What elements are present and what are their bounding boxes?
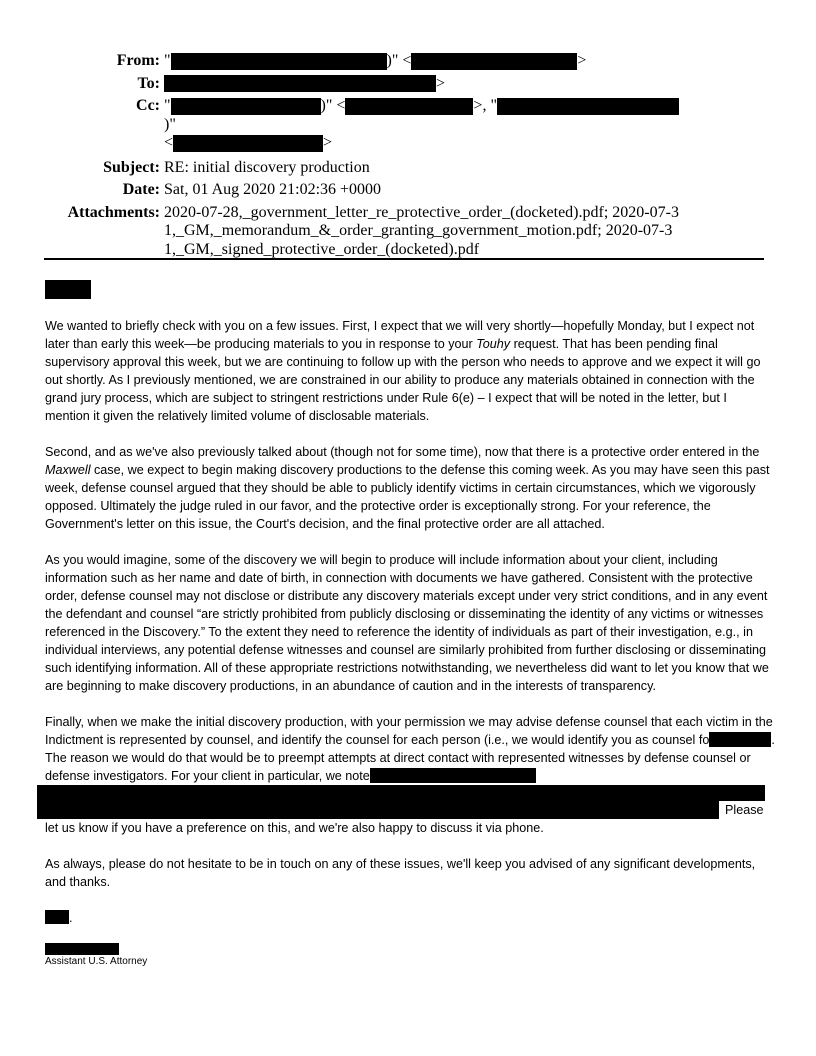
from-label: From: (116, 52, 160, 69)
attachments-label: Attachments: (67, 203, 160, 221)
redaction (171, 53, 387, 70)
subject-row (0, 159, 816, 178)
paragraph-text: request. That has been pending final supervisory approval this week, but we are continuing to follow up with the person who needs to approve and we expect it will go out shortly. As I previously mentioned, we are constrained in our ability to produce any materials obtained in connection with the grand jury process, which are subject to stringent restrictions under Rule 6(e) – I expect that will be noted in the letter, but I mention it given the relatively limited volume of disclosable materials. (45, 337, 761, 423)
paragraph-emphasis: Touhy (476, 337, 511, 351)
redaction (709, 732, 771, 747)
paragraph-emphasis: Maxwell (45, 463, 91, 477)
to-value: > (164, 75, 684, 94)
attachments-value[interactable]: 2020-07-28,_government_letter_re_protective_order_(docketed).pdf; 2020-07-31,_GM,_memorandum_&_order_granting_government_motion.pdf; 2020-07-31,_GM,_signed_protective_order_(docketed).pdf (164, 203, 679, 258)
paragraph-text: Please (725, 803, 764, 817)
signature-name-redaction (45, 910, 69, 924)
redaction (497, 98, 679, 115)
redaction (411, 53, 577, 70)
from-row (0, 52, 816, 71)
cc-value: " )" < >, ")" < > (164, 97, 684, 153)
date-row (0, 181, 816, 200)
subject-label: Subject: (103, 158, 160, 176)
paragraph-closing: As always, please do not hesitate to be in touch on any of these issues, we'll keep you advised of any significant developments, and thanks. (45, 857, 756, 889)
paragraph-text: Finally, when we make the initial discovery production, with your permission we may advise defense counsel that each victim in the Indictment is represented by counsel, and identify the counsel for each person (i.e., we would identify you as counsel fo (45, 715, 773, 747)
signature (45, 909, 775, 969)
paragraph-touhy (45, 317, 775, 425)
from-value: " )" < > (164, 52, 587, 69)
paragraph-protective-order (45, 443, 775, 533)
redaction (37, 785, 765, 801)
date-value: Sat, 01 Aug 2020 21:02:36 +0000 (164, 181, 382, 198)
paragraph-text: . The reason we would do that would be to preempt attempts at direct contact with represented witnesses by defense counsel or defense investigators. For your client in particular, we note (45, 733, 775, 783)
paragraph-counsel (45, 713, 775, 837)
redaction (345, 98, 473, 115)
date-label: Date: (122, 181, 160, 198)
attachments-row (0, 204, 816, 260)
paragraph-text: Second, and as we've also previously talked about (though not for some time), now that there is a protective order entered in the (45, 445, 760, 459)
salutation-redaction (45, 280, 91, 299)
signature-title: Assistant U.S. Attorney (45, 956, 148, 967)
cc-label: Cc: (136, 97, 160, 114)
redaction (164, 75, 436, 92)
email-header (0, 52, 816, 263)
cc-row (0, 97, 816, 153)
paragraph-text: We wanted to briefly check with you on a few issues. First, I expect that we will very shortly—hopefully Monday, but I expect not later than early this week—be producing materials to you in response to your (45, 319, 755, 351)
signature-block-redaction (45, 943, 119, 955)
subject-value: RE: initial discovery production (164, 158, 370, 176)
paragraph-text: case, we expect to begin making discovery productions to the defense this coming week. As you may have seen this past week, defense counsel argued that they should be able to publicly identify victims in certain circumstances, which we vigorously opposed. Ultimately the judge ruled in our favor, and the protective order is exceptionally strong. For your reference, the Government's letter on this issue, the Court's decision, and the final protective order are all attached. (45, 463, 770, 531)
to-label: To: (137, 74, 160, 92)
redaction (171, 98, 321, 115)
to-row (0, 75, 816, 94)
paragraph-discovery: As you would imagine, some of the discovery we will begin to produce will include information about your client, including information such as her name and date of birth, in connection with documents we have gathered. Consistent with the protective order, defense counsel may not disclose or distribute any discovery materials except under very strict conditions, and in any event the defendant and counsel “are strictly prohibited from publicly disclosing or disseminating the identity of any victims or witnesses referenced in the Discovery.” To the extent they need to reference the identity of individuals as part of their investigation, e.g., in individual interviews, any potential defense witnesses and counsel are similarly prohibited from further disclosing or disseminating such identifying information. All of these appropriate restrictions notwithstanding, we nevertheless did want to let you know that we are beginning to make discovery productions, in an abundance of caution and in the interests of transparency. (45, 553, 769, 693)
paragraph-text: let us know if you have a preference on this, and we're also happy to discuss it via phone. (45, 821, 544, 835)
redaction (37, 801, 719, 819)
redaction (370, 768, 536, 783)
header-divider (44, 258, 764, 260)
signature-period: . (69, 911, 73, 925)
redacted-lines (37, 785, 775, 819)
redaction (173, 135, 323, 152)
message-body (45, 280, 775, 969)
